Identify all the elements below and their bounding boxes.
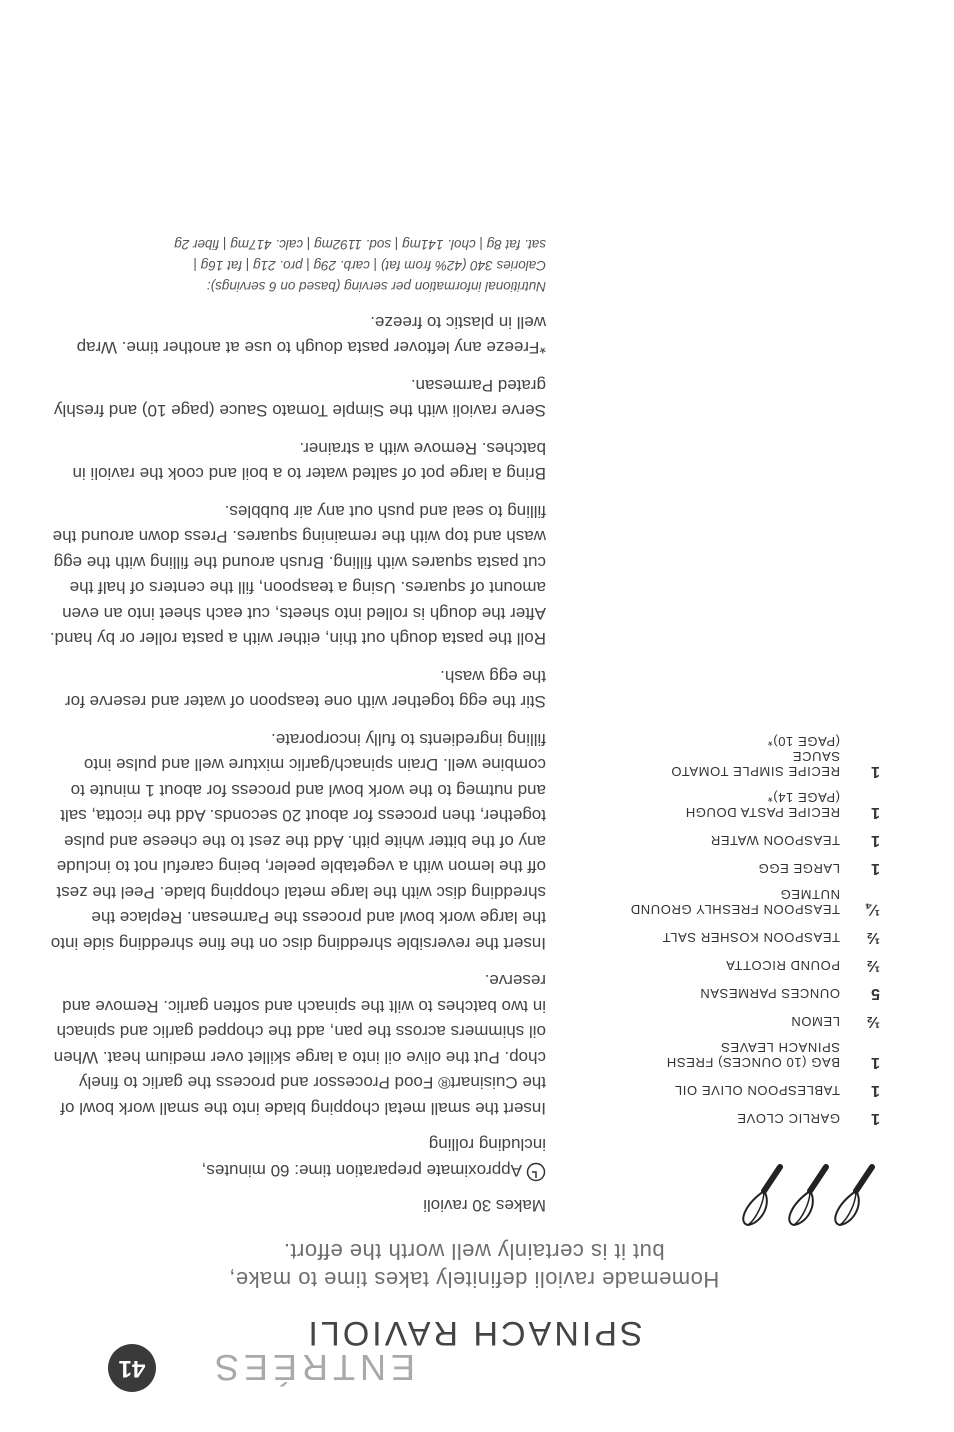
ingredient-name: LARGE EGG [758, 861, 840, 876]
ingredient-name-cont: SPINACH LEAVES [720, 1040, 840, 1055]
direction-step: Serve ravioli with the Simple Tomato Sauce (page 10) and freshly grated Parmesan. [54, 376, 546, 421]
recipe-intro [194, 1237, 754, 1293]
ingredient-item [620, 984, 880, 1002]
ingredient-item [620, 1081, 880, 1099]
ingredient-name: LEMON [790, 1014, 840, 1029]
clock-icon [526, 1156, 546, 1182]
prep-time-text-cont: including rolling [428, 1135, 546, 1154]
ingredient-name: TEASPOON FRESHLY GROUND [630, 902, 840, 917]
ingredient-qty: 1 [871, 1110, 880, 1127]
ingredient-name: TEASPOON KOSHER SALT [662, 930, 840, 945]
ingredient-item [620, 859, 880, 877]
ingredient-qty: 1 [871, 1054, 880, 1071]
recipe-header [194, 1237, 754, 1352]
whisk-icon [720, 1163, 880, 1227]
intro-line: but it is certainly well worth the effort. [283, 1239, 665, 1264]
ingredient-qty: 5 [871, 985, 880, 1002]
prep-time [46, 1133, 546, 1182]
direction-step: Roll the pasta dough out thin, either with a pasta roller or by hand. After the dough is rolled into sheets, cut each sheet into an even amount of squares. Using a teaspoon, fill the centers of half the cut pasta squares with filling. Brush around the filling with the egg wash and top with the remaining squares. Press down around the filling to seal and push out any air bubbles. [49, 502, 546, 649]
ingredient-name: TEASPOON WATER [710, 833, 840, 848]
ingredient-name: RECIPE PASTA DOUGH [685, 805, 840, 820]
ingredient-name: BAG (10 OUNCES) FRESH [666, 1055, 840, 1070]
directions-column [46, 235, 546, 1218]
ingredient-qty: ½ [866, 929, 880, 946]
ingredient-name: POUND RICOTTA [725, 958, 840, 973]
ingredient-item [620, 1109, 880, 1127]
freezing-note: *Freeze any leftover pasta dough to use at another time. Wrap well in plastic to freeze. [76, 313, 546, 358]
ingredient-qty: 1 [871, 832, 880, 849]
nutrition-info [46, 235, 546, 298]
ingredient-name-cont: (PAGE 14)* [767, 790, 840, 805]
ingredient-qty: 1 [871, 1082, 880, 1099]
intro-line: Homemade ravioli definitely takes time to make, [228, 1267, 720, 1292]
recipe-yield: Makes 30 ravioli [423, 1196, 546, 1215]
section-title: ENTRÉES [210, 1347, 416, 1388]
ingredient-name: RECIPE SIMPLE TOMATO SAUCE [670, 749, 840, 779]
ingredient-name: OUNCES PARMESAN [699, 986, 840, 1001]
ingredient-name-cont: (PAGE 10)* [767, 734, 840, 749]
ingredient-qty: ¼ [866, 901, 880, 918]
ingredient-list [620, 734, 880, 1127]
ingredient-name: GARLIC CLOVE [736, 1111, 840, 1126]
direction-step: Insert the small metal chopping blade into the small work bowl of the Cuisinart® Food Processor and process the garlic to finely chop. Put the olive oil into a large skillet over medium heat. When oil shimmers across the pan, add the chopped garlic and spinach in two batches to wilt the spinach and soften garlic. Remove and reserve. [53, 971, 546, 1118]
ingredient-item [620, 734, 880, 780]
ingredient-qty: 1 [871, 804, 880, 821]
direction-step: Insert the reversible shredding disc on the fine shredding side into the large work bowl and process the Parmesan. Replace the shredding disc with the large metal chopping blade. Peel the zest off the lemon with a vegetable peeler, being careful not to include any of the bitter white pith. Add the zest to the cheese and pulse together, then process for about 20 seconds. Add the ricotta, salt and nutmeg to the work bowl and process for about 1 minute to combine well. Drain spinach/garlic mixture well and pulse into filling ingredients to fully incorporate. [50, 730, 546, 953]
ingredient-item [620, 790, 880, 821]
ingredient-item [620, 887, 880, 918]
ingredient-name-cont: NUTMEG [780, 887, 840, 902]
nutrition-line: sat. fat 8g | chol. 141mg | sod. 1192mg | calc. 417mg | fiber 2g [174, 237, 546, 253]
nutrition-line: Calories 340 (42% from fat) | carb. 29g | pro. 21g | fat 16g | [193, 258, 546, 274]
direction-step: Stir the egg together with one teaspoon of water and reserve for the egg wash. [64, 667, 546, 712]
ingredient-qty: ½ [866, 957, 880, 974]
prep-time-text: Approximate preparation time: 60 minutes, [201, 1161, 522, 1180]
ingredient-qty: ½ [866, 1013, 880, 1030]
ingredients-column [620, 724, 880, 1227]
ingredient-item [620, 831, 880, 849]
ingredient-item [620, 928, 880, 946]
ingredient-name: TABLESPOON OLIVE OIL [674, 1083, 840, 1098]
ingredient-item [620, 1040, 880, 1071]
whisk-icons [620, 1167, 880, 1227]
ingredient-item [620, 956, 880, 974]
page-number-badge: 41 [108, 1344, 156, 1392]
nutrition-heading: Nutritional information per serving (based on 6 servings): [206, 279, 546, 295]
ingredient-qty: 1 [871, 860, 880, 877]
direction-step: Bring a large pot of salted water to a boil and cook the ravioli in batches. Remove with a strainer. [72, 439, 546, 484]
ingredient-qty: 1 [871, 763, 880, 780]
ingredient-item [620, 1012, 880, 1030]
recipe-title: SPINACH RAVIOLI [305, 1314, 643, 1352]
